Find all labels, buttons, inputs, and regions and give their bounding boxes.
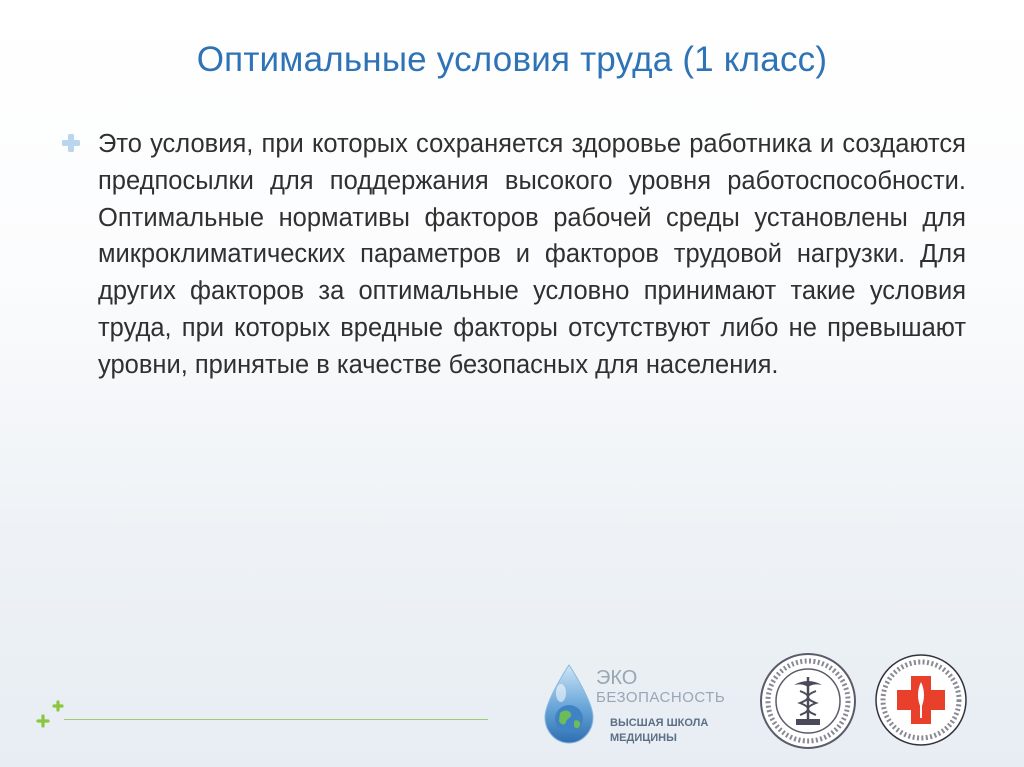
body-paragraph: Это условия, при которых сохраняется здоровье работника и создаются предпосылки для поддержания высокого уровня работоспособности. Оптимальные нормативы факторов рабочей среды установлены для микроклиматических параметров и факторов трудовой нагрузки. Для других факторов за оптимальные условно принимают такие условия труда, при которых вредные факторы отсутствуют либо не превышают уровни, принятые в качестве безопасных для населения.: [98, 130, 966, 379]
slide-title: Оптимальные условия труда (1 класс): [196, 40, 828, 79]
footer-divider: [64, 719, 488, 720]
caduceus-seal-icon: [758, 651, 858, 751]
plus-icon: [60, 132, 82, 154]
water-drop-globe-icon: [541, 663, 597, 745]
eko-logo-text: [596, 667, 726, 744]
logo-school-line1: ВЫСШАЯ ШКОЛА: [610, 717, 709, 729]
logo-school-line2: МЕДИЦИНЫ: [610, 732, 677, 744]
red-cross-seal-icon: [873, 652, 969, 748]
logo-school: [610, 716, 720, 746]
double-plus-icon: [33, 697, 69, 733]
logo-bezopasnost: БЕЗОПАСНОСТЬ: [596, 689, 726, 706]
logo-eko: ЭКО: [596, 667, 638, 689]
